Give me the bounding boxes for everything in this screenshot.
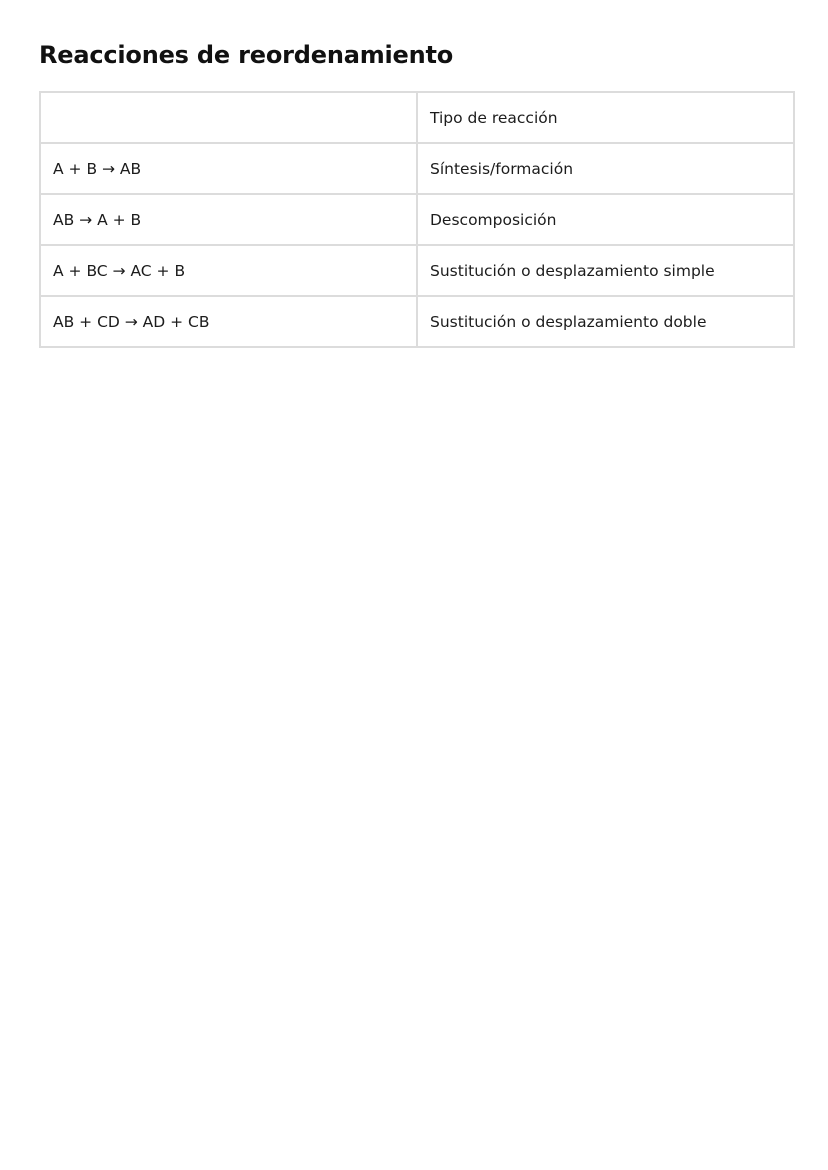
reaction-type-cell: Síntesis/formación: [417, 143, 794, 194]
equation-cell: AB → A + B: [40, 194, 417, 245]
table-row: [40, 143, 794, 194]
table-row: [40, 296, 794, 347]
table-row: [40, 245, 794, 296]
header-cell-empty: [40, 92, 417, 143]
document-page: [39, 38, 789, 348]
equation-cell: A + B → AB: [40, 143, 417, 194]
reaction-types-table: [39, 91, 795, 348]
equation-cell: AB + CD → AD + CB: [40, 296, 417, 347]
reaction-type-cell: Sustitución o desplazamiento simple: [417, 245, 794, 296]
table-header-row: [40, 92, 794, 143]
equation-cell: A + BC → AC + B: [40, 245, 417, 296]
reaction-type-cell: Sustitución o desplazamiento doble: [417, 296, 794, 347]
table-row: [40, 194, 794, 245]
header-cell-reaction-type: Tipo de reacción: [417, 92, 794, 143]
reaction-type-cell: Descomposición: [417, 194, 794, 245]
page-title: Reacciones de reordenamiento: [39, 41, 454, 69]
